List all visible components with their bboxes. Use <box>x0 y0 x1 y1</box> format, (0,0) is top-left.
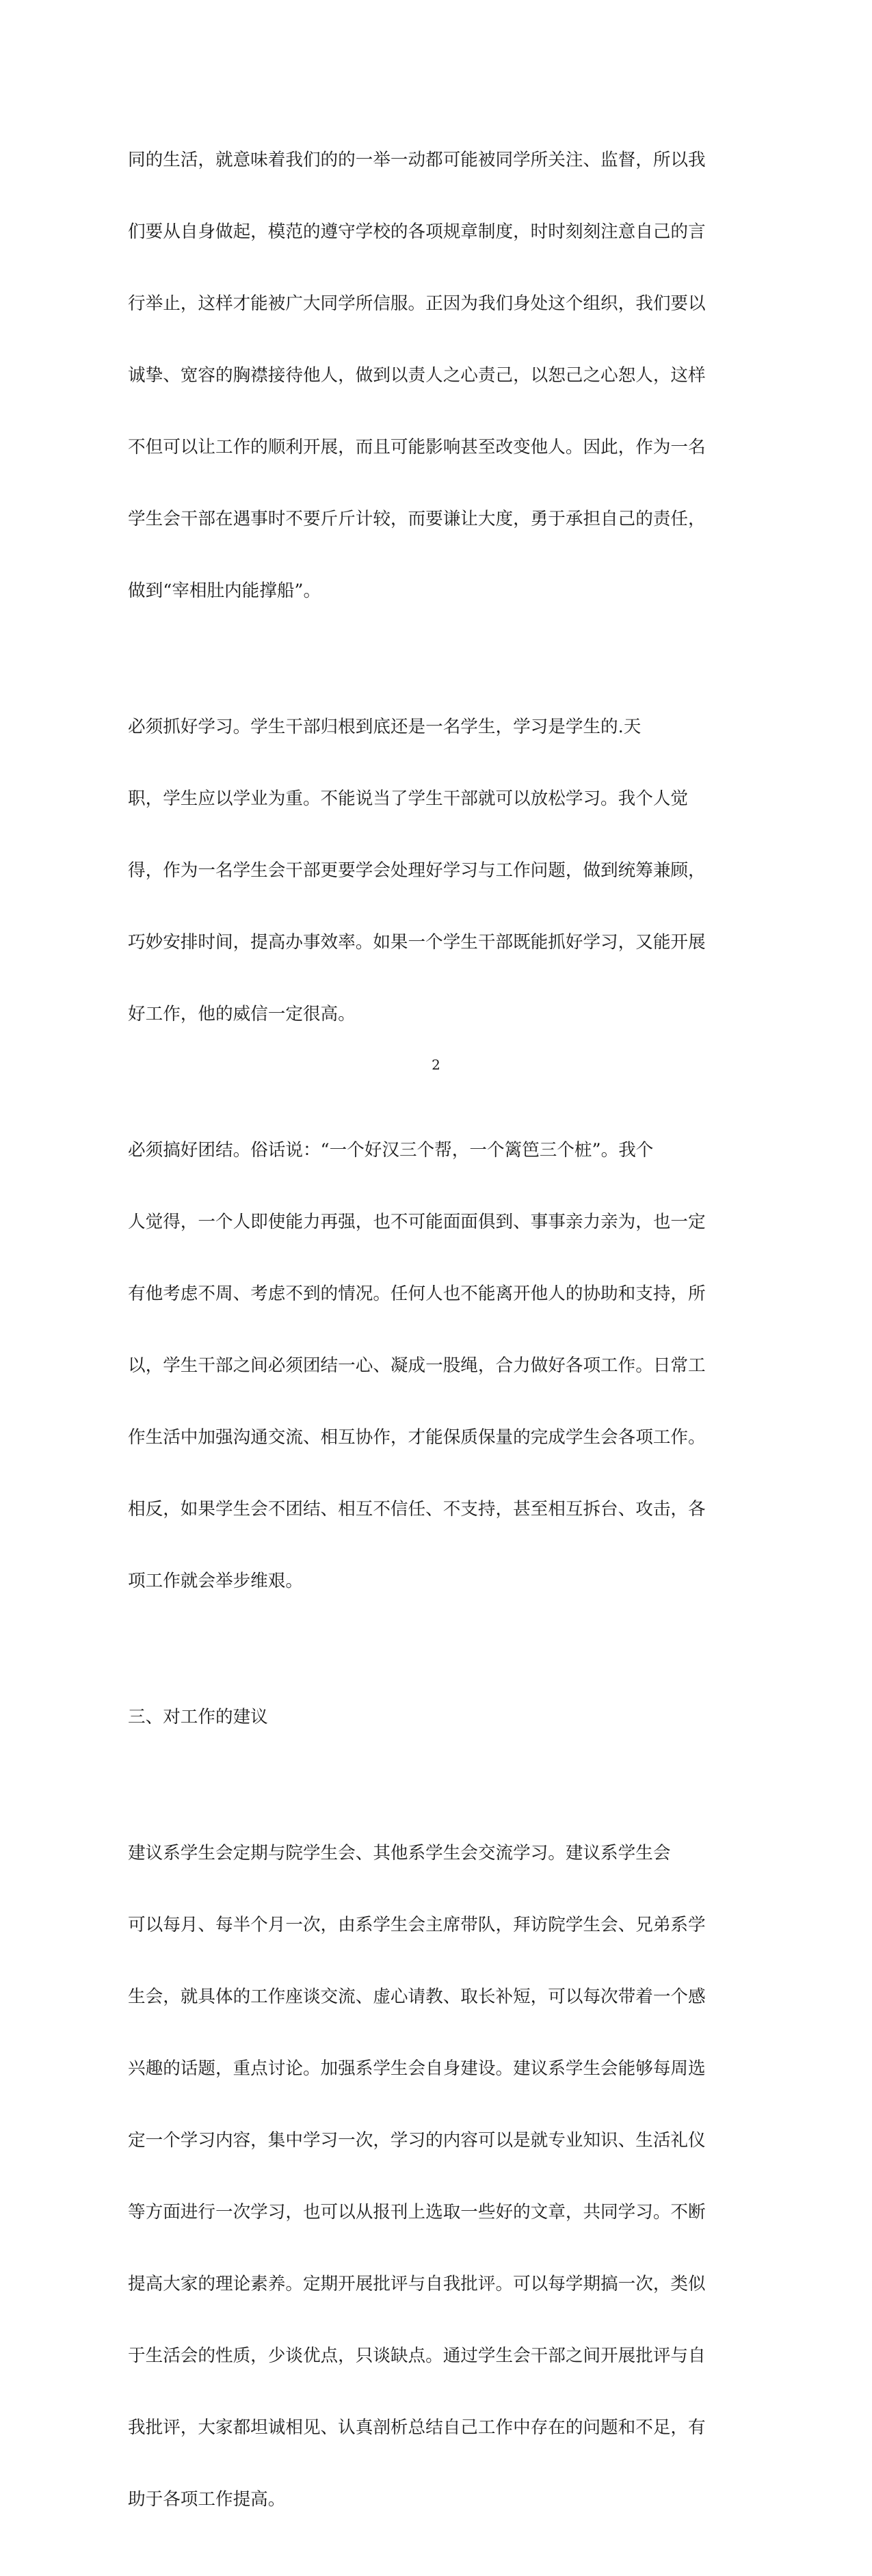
text-line: 行举止，这样才能被广大同学所信服。正因为我们身处这个组织，我们要以 <box>128 293 706 314</box>
paragraph-study <box>128 667 735 1074</box>
paragraph-unity <box>128 1091 735 1641</box>
text-line: 们要从自身做起，模范的遵守学校的各项规章制度，时时刻刻注意自己的言 <box>128 222 706 242</box>
text-line: 于生活会的性质，少谈优点，只谈缺点。通过学生会干部之间开展批评与自 <box>128 2346 706 2366</box>
text-line: 职，学生应以学业为重。不能说当了学生干部就可以放松学习。我个人觉 <box>128 788 689 809</box>
text-line: 做到“宰相肚内能撑船”。 <box>128 581 321 601</box>
text-line: 学生会干部在遇事时不要斤斤计较，而要谦让大度，勇于承担自己的责任， <box>128 509 706 529</box>
text-line: 定一个学习内容，集中学习一次，学习的内容可以是就专业知识、生活礼仪 <box>128 2130 706 2151</box>
text-line: 必须搞好团结。俗话说：“一个好汉三个帮，一个篱笆三个桩”。我个 <box>128 1140 654 1160</box>
text-line: 以，学生干部之间必须团结一心、凝成一股绳，合力做好各项工作。日常工 <box>128 1355 706 1376</box>
text-line: 建议系学生会定期与院学生会、其他系学生会交流学习。建议系学生会 <box>128 1843 671 1863</box>
text-line: 同的生活，就意味着我们的的一举一动都可能被同学所关注、监督，所以我 <box>128 150 706 170</box>
text-line: 生会，就具体的工作座谈交流、虚心请教、取长补短，可以每次带着一个感 <box>128 1987 706 2007</box>
paragraph-suggestions <box>128 1794 735 2560</box>
text-line: 可以每月、每半个月一次，由系学生会主席带队，拜访院学生会、兄弟系学 <box>128 1915 706 1935</box>
text-line: 我批评，大家都坦诚相见、认真剖析总结自己工作中存在的问题和不足，有 <box>128 2417 706 2438</box>
text-line: 不但可以让工作的顺利开展，而且可能影响甚至改变他人。因此，作为一名 <box>128 437 706 457</box>
text-line: 兴趣的话题，重点讨论。加强系学生会自身建设。建议系学生会能够每周选 <box>128 2058 706 2079</box>
text-line: 人觉得，一个人即使能力再强，也不可能面面俱到、事事亲力亲为，也一定 <box>128 1212 706 1232</box>
text-line: 等方面进行一次学习，也可以从报刊上选取一些好的文章，共同学习。不断 <box>128 2202 706 2222</box>
text-line: 得，作为一名学生会干部更要学会处理好学习与工作问题，做到统筹兼顾， <box>128 860 706 881</box>
paragraph-continuation <box>128 101 735 651</box>
heading-line: 三、对工作的建议 <box>128 1707 268 1727</box>
document-page <box>128 101 735 2576</box>
text-line: 作生活中加强沟通交流、相互协作，才能保质保量的完成学生会各项工作。 <box>128 1427 706 1448</box>
text-line: 有他考虑不周、考虑不到的情况。任何人也不能离开他人的协助和支持，所 <box>128 1284 706 1304</box>
text-line: 相反，如果学生会不团结、相互不信任、不支持，甚至相互拆台、攻击，各 <box>128 1499 706 1519</box>
text-line: 巧妙安排时间，提高办事效率。如果一个学生干部既能抓好学习，又能开展 <box>128 932 706 953</box>
text-line: 提高大家的理论素养。定期开展批评与自我批评。可以每学期搞一次，类似 <box>128 2274 706 2294</box>
text-line: 项工作就会举步维艰。 <box>128 1571 303 1591</box>
text-line: 助于各项工作提高。 <box>128 2489 286 2510</box>
text-line: 诚挚、宽容的胸襟接待他人，做到以责人之心责己，以恕己之心恕人，这样 <box>128 365 706 386</box>
section-heading <box>128 1658 735 1777</box>
page-number: 2 <box>432 1057 440 1073</box>
text-line: 必须抓好学习。学生干部归根到底还是一名学生，学习是学生的.天 <box>128 717 642 737</box>
text-line: 好工作，他的威信一定很高。 <box>128 1004 356 1024</box>
